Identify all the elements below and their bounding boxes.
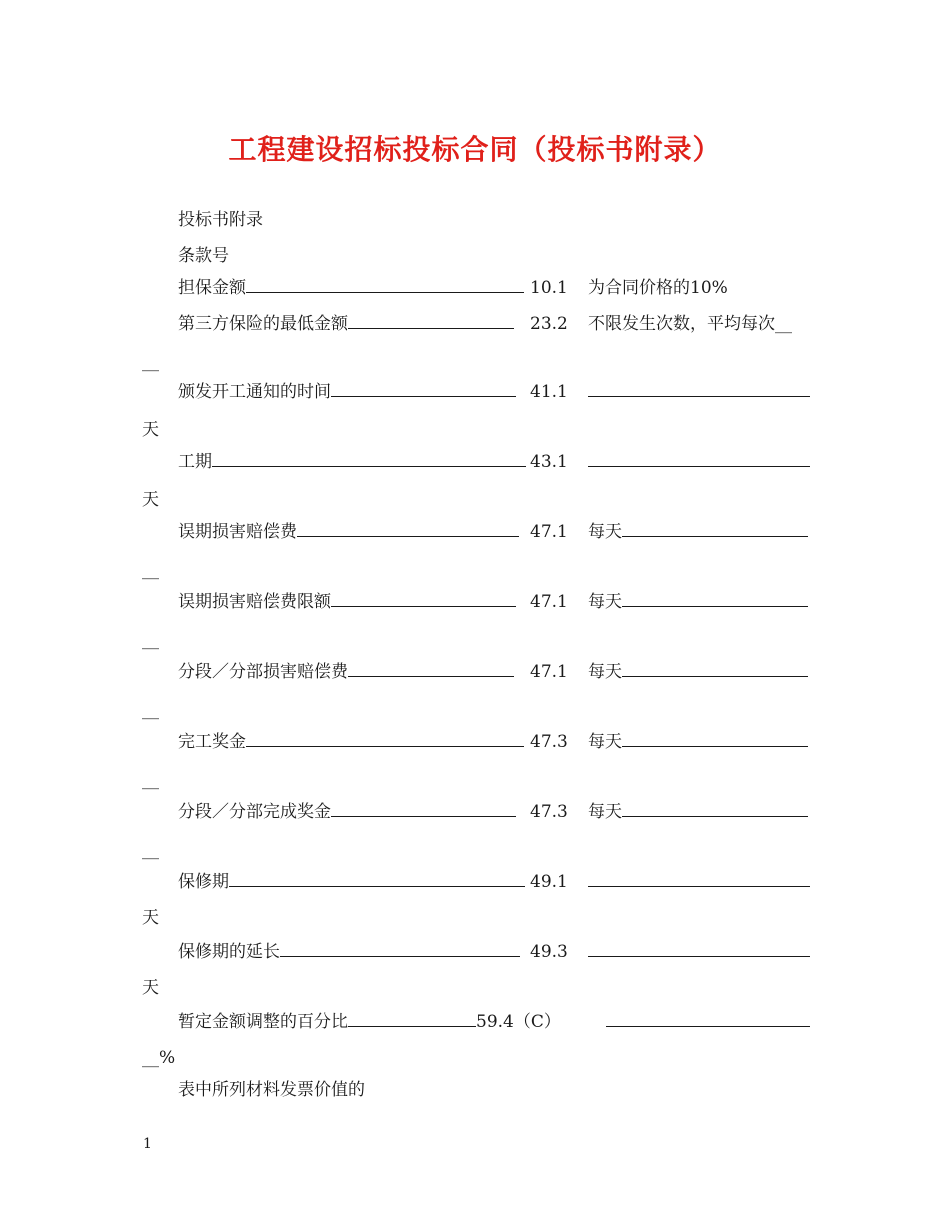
fill-line [588, 940, 810, 957]
fill-line [246, 276, 524, 293]
document-title: 工程建设招标投标合同（投标书附录） [228, 133, 722, 166]
row-continuation: __ [142, 352, 159, 372]
row-continuation: 天 [142, 420, 159, 440]
row-label: 误期损害赔偿费 [178, 522, 297, 542]
row-right-fill [606, 1010, 810, 1034]
row-delay-damages-limit [178, 590, 516, 614]
row-clause: 43.1 [530, 452, 568, 472]
fill-line [622, 520, 808, 537]
row-right-text [588, 730, 808, 754]
row-label: 完工奖金 [178, 732, 246, 752]
row-label: 暂定金额调整的百分比 [178, 1012, 348, 1032]
row-clause: 59.4（C） [476, 1012, 561, 1032]
fill-line [348, 1010, 476, 1027]
row-warranty-extension [178, 940, 520, 964]
fill-line [331, 380, 516, 397]
row-delay-damages [178, 520, 519, 544]
row-label: 工期 [178, 452, 212, 472]
fill-line [622, 660, 808, 677]
row-right-label: 每天 [588, 662, 622, 682]
row-clause: 23.2 [530, 314, 568, 334]
fill-line [588, 450, 810, 467]
fill-line [348, 312, 514, 329]
row-clause: 47.3 [530, 732, 568, 752]
row-section-damages [178, 660, 514, 684]
fill-line [212, 450, 526, 467]
row-guarantee-amount [178, 276, 524, 300]
row-label: 保修期 [178, 872, 229, 892]
row-continuation: 天 [142, 908, 159, 928]
invoice-value-line: 表中所列材料发票价值的 [178, 1080, 365, 1100]
row-right-text [588, 660, 808, 684]
row-third-party-insurance [178, 312, 514, 336]
row-section-completion-bonus [178, 800, 516, 824]
row-continuation: 天 [142, 978, 159, 998]
row-clause: 47.1 [530, 522, 568, 542]
row-continuation: 天 [142, 490, 159, 510]
row-label: 分段／分部损害赔偿费 [178, 662, 348, 682]
row-completion-bonus [178, 730, 524, 754]
row-continuation: __ [142, 700, 159, 720]
row-clause: 47.1 [530, 592, 568, 612]
row-clause: 10.1 [530, 278, 568, 298]
row-label: 分段／分部完成奖金 [178, 802, 331, 822]
fill-line [622, 800, 808, 817]
row-provisional-sum-adjustment [178, 1010, 561, 1034]
row-right-label: 每天 [588, 802, 622, 822]
row-clause: 47.3 [530, 802, 568, 822]
page-number: 1 [143, 1136, 152, 1152]
row-commencement-notice [178, 380, 516, 404]
row-continuation: __ [142, 560, 159, 580]
row-continuation: __ [142, 630, 159, 650]
fill-line [331, 590, 516, 607]
row-continuation: __ [142, 770, 159, 790]
row-label: 保修期的延长 [178, 942, 280, 962]
row-label: 担保金额 [178, 278, 246, 298]
fill-line [622, 590, 808, 607]
row-construction-period [178, 450, 526, 474]
fill-line [297, 520, 519, 537]
row-right-fill [588, 940, 810, 964]
row-label: 第三方保险的最低金额 [178, 314, 348, 334]
row-continuation: __ [142, 840, 159, 860]
row-clause: 49.3 [530, 942, 568, 962]
fill-line [622, 730, 808, 747]
row-right-fill [588, 380, 810, 404]
row-right-text: 不限发生次数，平均每次__ [588, 314, 792, 334]
fill-line [246, 730, 524, 747]
row-warranty-period [178, 870, 525, 894]
row-right-label: 每天 [588, 592, 622, 612]
appendix-heading: 投标书附录 [178, 210, 263, 230]
fill-line [331, 800, 516, 817]
clause-number-heading: 条款号 [178, 246, 229, 266]
row-right-text [588, 800, 808, 824]
fill-line [606, 1010, 810, 1027]
fill-line [280, 940, 520, 957]
row-right-text [588, 520, 808, 544]
fill-line [588, 380, 810, 397]
row-right-text: 为合同价格的10% [588, 278, 728, 298]
fill-line [229, 870, 525, 887]
row-right-fill [588, 870, 810, 894]
row-label: 误期损害赔偿费限额 [178, 592, 331, 612]
row-label: 颁发开工通知的时间 [178, 382, 331, 402]
row-continuation: __% [142, 1048, 176, 1068]
row-right-label: 每天 [588, 522, 622, 542]
row-right-fill [588, 450, 810, 474]
row-right-label: 每天 [588, 732, 622, 752]
row-clause: 41.1 [530, 382, 568, 402]
row-right-text [588, 590, 808, 614]
fill-line [588, 870, 810, 887]
fill-line [348, 660, 514, 677]
row-clause: 47.1 [530, 662, 568, 682]
row-clause: 49.1 [530, 872, 568, 892]
